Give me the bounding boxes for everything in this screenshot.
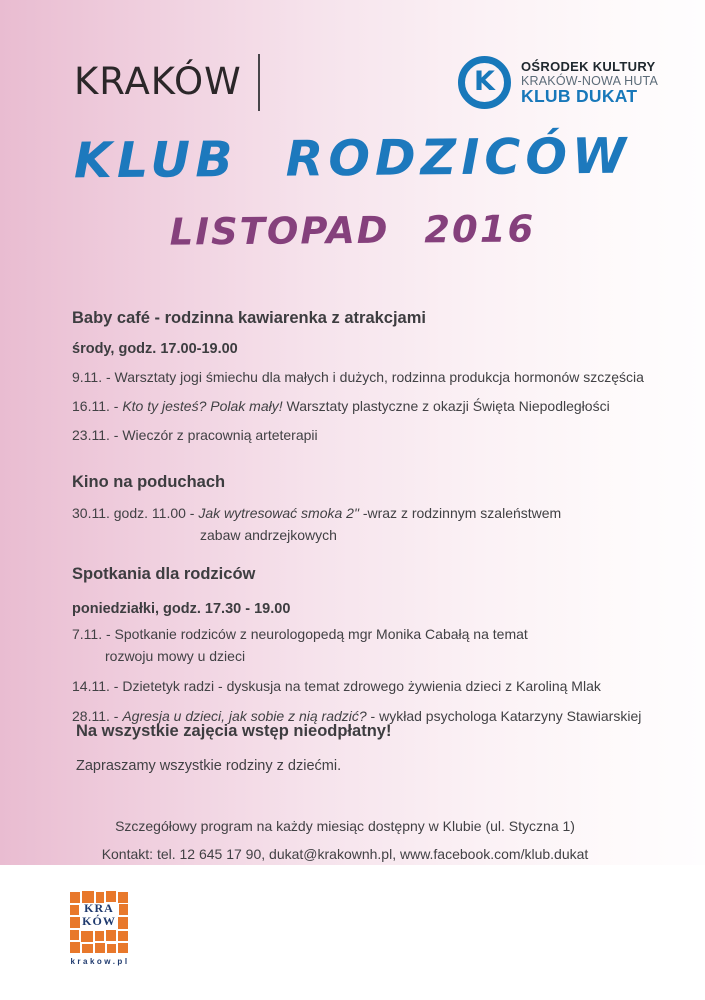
klub-dukat-logo <box>458 56 658 109</box>
dukat-club-name: KLUB DUKAT <box>521 86 638 106</box>
dukat-branch-name: KRAKÓW-NOWA HUTA <box>521 73 659 88</box>
event-date: 7.11. - <box>72 626 115 642</box>
event-date: 9.11. - <box>72 369 115 385</box>
event-item <box>72 626 662 665</box>
free-entry-note: Na wszystkie zajęcia wstęp nieodpłatny! <box>76 722 392 740</box>
section-heading: Kino na poduchach <box>72 473 226 491</box>
dukat-logo-text <box>521 60 658 106</box>
event-item <box>72 678 662 695</box>
section-spotkania <box>72 565 662 725</box>
section-kino <box>72 473 662 544</box>
page-title: KLUB RODZICÓW <box>73 127 632 190</box>
event-item <box>72 427 662 444</box>
event-date: 14.11. - <box>72 678 123 694</box>
krakow-wordmark: KRAKÓW <box>74 60 242 103</box>
program-info: Szczegółowy program na każdy miesiąc dostępny w Klubie (ul. Styczna 1) <box>115 818 575 834</box>
program-content <box>72 309 662 738</box>
event-date: 30.11. godz. 11.00 - <box>72 505 199 521</box>
event-text-line2: zabaw andrzejkowych <box>200 527 337 543</box>
krakow-logo-line2: KÓW <box>82 913 116 928</box>
dukat-k-monogram-icon: K <box>474 66 495 97</box>
section-heading: Baby café - rodzinna kawiarenka z atrakcjami <box>72 309 426 327</box>
section-schedule: poniedziałki, godz. 17.30 - 19.00 <box>72 601 291 617</box>
event-title-italic: Jak wytresować smoka 2" <box>198 505 359 521</box>
krakow-logo-line1: KRA <box>84 901 114 915</box>
event-date: 23.11. - <box>72 427 123 443</box>
dukat-org-name: OŚRODEK KULTURY <box>521 58 656 74</box>
event-date: 16.11. - <box>72 398 123 414</box>
header-divider <box>258 54 260 111</box>
event-text: Spotkanie rodziców z neurologopedą mgr Monika Cabałą na temat <box>114 626 528 642</box>
event-title-italic: Kto ty jesteś? Polak mały! <box>122 398 283 414</box>
footer <box>0 818 690 862</box>
event-item <box>72 505 662 544</box>
krakow-city-logo <box>70 891 130 966</box>
event-text: Wieczór z pracownią arteterapii <box>122 427 318 443</box>
note-block <box>76 722 636 774</box>
event-text-line2: rozwoju mowy u dzieci <box>105 648 246 664</box>
krakow-pl-url: krakow.pl <box>70 957 130 966</box>
event-text: -wraz z rodzinnym szaleństwem <box>358 505 562 521</box>
krakow-mosaic-icon <box>70 891 128 954</box>
event-title-italic: Agresja u dzieci, jak sobie z nią radzić? <box>122 708 367 724</box>
krakow-logo-text <box>70 902 128 927</box>
contact-info: Kontakt: tel. 12 645 17 90, dukat@krakownh.pl, www.facebook.com/klub.dukat <box>101 846 589 862</box>
invitation-note: Zapraszamy wszystkie rodziny z dziećmi. <box>76 758 342 774</box>
dukat-ring-icon <box>458 56 511 109</box>
event-date: 28.11. - <box>72 708 123 724</box>
section-schedule: środy, godz. 17.00-19.00 <box>72 341 238 357</box>
page-subtitle: LISTOPAD 2016 <box>169 207 536 254</box>
section-baby-cafe <box>72 309 662 444</box>
event-item <box>72 369 662 386</box>
event-item <box>72 398 662 415</box>
event-text: Warsztaty jogi śmiechu dla małych i dużych, rodzinna produkcja hormonów szczęścia <box>114 369 644 385</box>
event-text: - wykład psychologa Katarzyny Stawiarskiej <box>366 708 642 724</box>
event-text: Dzietetyk radzi - dyskusja na temat zdrowego żywienia dzieci z Karoliną Mlak <box>122 678 601 694</box>
event-text: Warsztaty plastyczne z okazji Święta Niepodległości <box>282 398 610 414</box>
section-heading: Spotkania dla rodziców <box>72 565 256 583</box>
